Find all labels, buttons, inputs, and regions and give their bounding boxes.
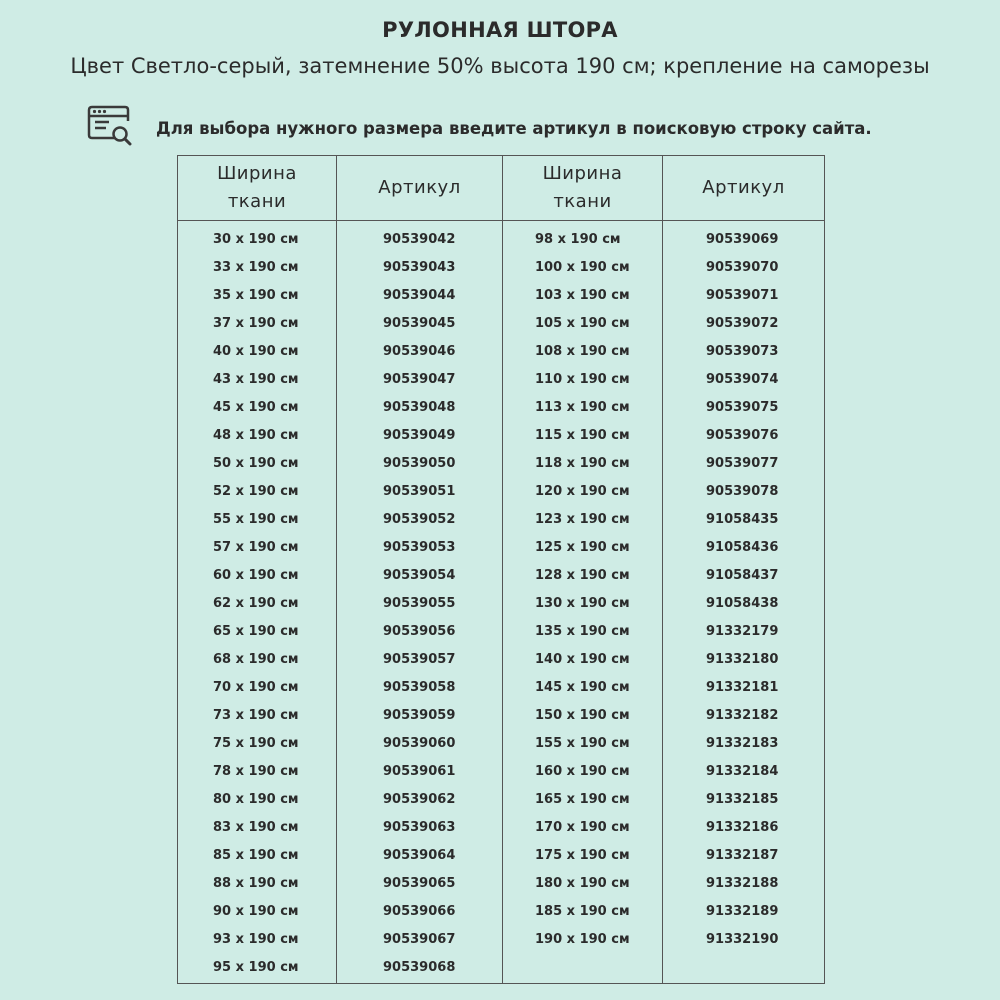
size-cell: 140 x 190 см <box>535 652 630 667</box>
size-cell: 57 x 190 см <box>213 540 299 555</box>
article-cell: 90539052 <box>383 512 456 527</box>
article-cell: 91332190 <box>706 932 779 947</box>
article-cell: 91332182 <box>706 708 779 723</box>
size-cell: 113 x 190 см <box>535 400 630 415</box>
size-cell: 100 x 190 см <box>535 260 630 275</box>
article-cell: 90539059 <box>383 708 456 723</box>
size-cell: 108 x 190 см <box>535 344 630 359</box>
size-cell: 45 x 190 см <box>213 400 299 415</box>
size-cell: 40 x 190 см <box>213 344 299 359</box>
article-cell: 91332184 <box>706 764 779 779</box>
size-cell: 95 x 190 см <box>213 960 299 975</box>
size-cell: 185 x 190 см <box>535 904 630 919</box>
column-divider <box>336 156 337 983</box>
article-cell: 90539054 <box>383 568 456 583</box>
article-cell: 90539043 <box>383 260 456 275</box>
size-cell: 35 x 190 см <box>213 288 299 303</box>
article-cell: 90539071 <box>706 288 779 303</box>
article-cell: 91058435 <box>706 512 779 527</box>
size-cell: 48 x 190 см <box>213 428 299 443</box>
article-cell: 90539062 <box>383 792 456 807</box>
size-cell: 80 x 190 см <box>213 792 299 807</box>
size-cell: 70 x 190 см <box>213 680 299 695</box>
size-cell: 160 x 190 см <box>535 764 630 779</box>
article-cell: 90539061 <box>383 764 456 779</box>
size-cell: 50 x 190 см <box>213 456 299 471</box>
header-width-right: Ширина ткани <box>542 163 623 212</box>
size-cell: 165 x 190 см <box>535 792 630 807</box>
size-cell: 150 x 190 см <box>535 708 630 723</box>
article-cell: 91332189 <box>706 904 779 919</box>
size-cell: 90 x 190 см <box>213 904 299 919</box>
article-cell: 90539063 <box>383 820 456 835</box>
size-cell: 30 x 190 см <box>213 232 299 247</box>
article-cell: 91332179 <box>706 624 779 639</box>
size-cell: 88 x 190 см <box>213 876 299 891</box>
article-cell: 90539049 <box>383 428 456 443</box>
size-cell: 62 x 190 см <box>213 596 299 611</box>
left-articles-column <box>383 226 455 982</box>
size-cell: 33 x 190 см <box>213 260 299 275</box>
article-cell: 90539053 <box>383 540 456 555</box>
article-cell: 90539067 <box>383 932 456 947</box>
article-cell: 91332188 <box>706 876 779 891</box>
article-cell: 90539050 <box>383 456 456 471</box>
article-cell: 90539051 <box>383 484 456 499</box>
article-cell: 91332183 <box>706 736 779 751</box>
article-cell: 91332186 <box>706 820 779 835</box>
article-cell: 90539044 <box>383 288 456 303</box>
article-cell: 91332180 <box>706 652 779 667</box>
article-cell: 90539075 <box>706 400 779 415</box>
size-cell: 43 x 190 см <box>213 372 299 387</box>
size-cell: 115 x 190 см <box>535 428 630 443</box>
size-cell: 93 x 190 см <box>213 932 299 947</box>
article-cell: 90539078 <box>706 484 779 499</box>
article-cell: 90539069 <box>706 232 779 247</box>
size-cell: 118 x 190 см <box>535 456 630 471</box>
article-cell: 90539047 <box>383 372 456 387</box>
page-subtitle: Цвет Светло-серый, затемнение 50% высота 190 см; крепление на саморезы <box>70 54 930 78</box>
article-cell: 90539046 <box>383 344 456 359</box>
size-cell: 180 x 190 см <box>535 876 630 891</box>
article-cell: 90539074 <box>706 372 779 387</box>
article-cell: 91332185 <box>706 792 779 807</box>
size-cell: 73 x 190 см <box>213 708 299 723</box>
column-divider <box>502 156 503 983</box>
size-cell: 60 x 190 см <box>213 568 299 583</box>
article-cell: 91332187 <box>706 848 779 863</box>
header-article-left: Артикул <box>378 177 461 198</box>
size-cell: 145 x 190 см <box>535 680 630 695</box>
column-divider <box>662 156 663 983</box>
size-cell: 105 x 190 см <box>535 316 630 331</box>
article-cell: 90539045 <box>383 316 456 331</box>
size-cell: 37 x 190 см <box>213 316 299 331</box>
size-cell: 155 x 190 см <box>535 736 630 751</box>
article-cell: 91332181 <box>706 680 779 695</box>
article-cell: 90539060 <box>383 736 456 751</box>
size-article-table <box>177 155 825 984</box>
size-cell: 170 x 190 см <box>535 820 630 835</box>
article-cell: 90539042 <box>383 232 456 247</box>
size-cell: 75 x 190 см <box>213 736 299 751</box>
size-cell: 130 x 190 см <box>535 596 630 611</box>
left-sizes-column <box>213 226 299 982</box>
size-cell: 103 x 190 см <box>535 288 630 303</box>
header-divider <box>178 220 824 221</box>
article-cell: 90539068 <box>383 960 456 975</box>
size-cell: 175 x 190 см <box>535 848 630 863</box>
article-cell: 90539056 <box>383 624 456 639</box>
article-cell: 90539058 <box>383 680 456 695</box>
size-cell: 128 x 190 см <box>535 568 630 583</box>
size-cell: 98 x 190 см <box>535 232 621 247</box>
page-title: РУЛОННАЯ ШТОРА <box>382 18 618 42</box>
right-articles-column <box>706 226 778 954</box>
article-cell: 90539073 <box>706 344 779 359</box>
size-cell: 78 x 190 см <box>213 764 299 779</box>
size-cell: 135 x 190 см <box>535 624 630 639</box>
header-article-right: Артикул <box>702 177 785 198</box>
header-width-left: Ширина ткани <box>217 163 297 212</box>
size-cell: 125 x 190 см <box>535 540 630 555</box>
article-cell: 91058438 <box>706 596 779 611</box>
size-cell: 110 x 190 см <box>535 372 630 387</box>
right-sizes-column <box>535 226 630 954</box>
article-cell: 90539072 <box>706 316 779 331</box>
size-cell: 65 x 190 см <box>213 624 299 639</box>
article-cell: 90539057 <box>383 652 456 667</box>
size-cell: 55 x 190 см <box>213 512 299 527</box>
article-cell: 91058436 <box>706 540 779 555</box>
article-cell: 90539077 <box>706 456 779 471</box>
article-cell: 90539070 <box>706 260 779 275</box>
size-cell: 68 x 190 см <box>213 652 299 667</box>
search-hint <box>86 104 872 152</box>
size-cell: 83 x 190 см <box>213 820 299 835</box>
article-cell: 90539065 <box>383 876 456 891</box>
article-cell: 90539076 <box>706 428 779 443</box>
article-cell: 91058437 <box>706 568 779 583</box>
size-cell: 120 x 190 см <box>535 484 630 499</box>
hint-text: Для выбора нужного размера введите артикул в поисковую строку сайта. <box>156 118 872 138</box>
article-cell: 90539055 <box>383 596 456 611</box>
browser-search-icon <box>86 104 134 152</box>
article-cell: 90539048 <box>383 400 456 415</box>
size-cell: 190 x 190 см <box>535 932 630 947</box>
article-cell: 90539066 <box>383 904 456 919</box>
size-cell: 123 x 190 см <box>535 512 630 527</box>
size-cell: 52 x 190 см <box>213 484 299 499</box>
size-cell: 85 x 190 см <box>213 848 299 863</box>
article-cell: 90539064 <box>383 848 456 863</box>
